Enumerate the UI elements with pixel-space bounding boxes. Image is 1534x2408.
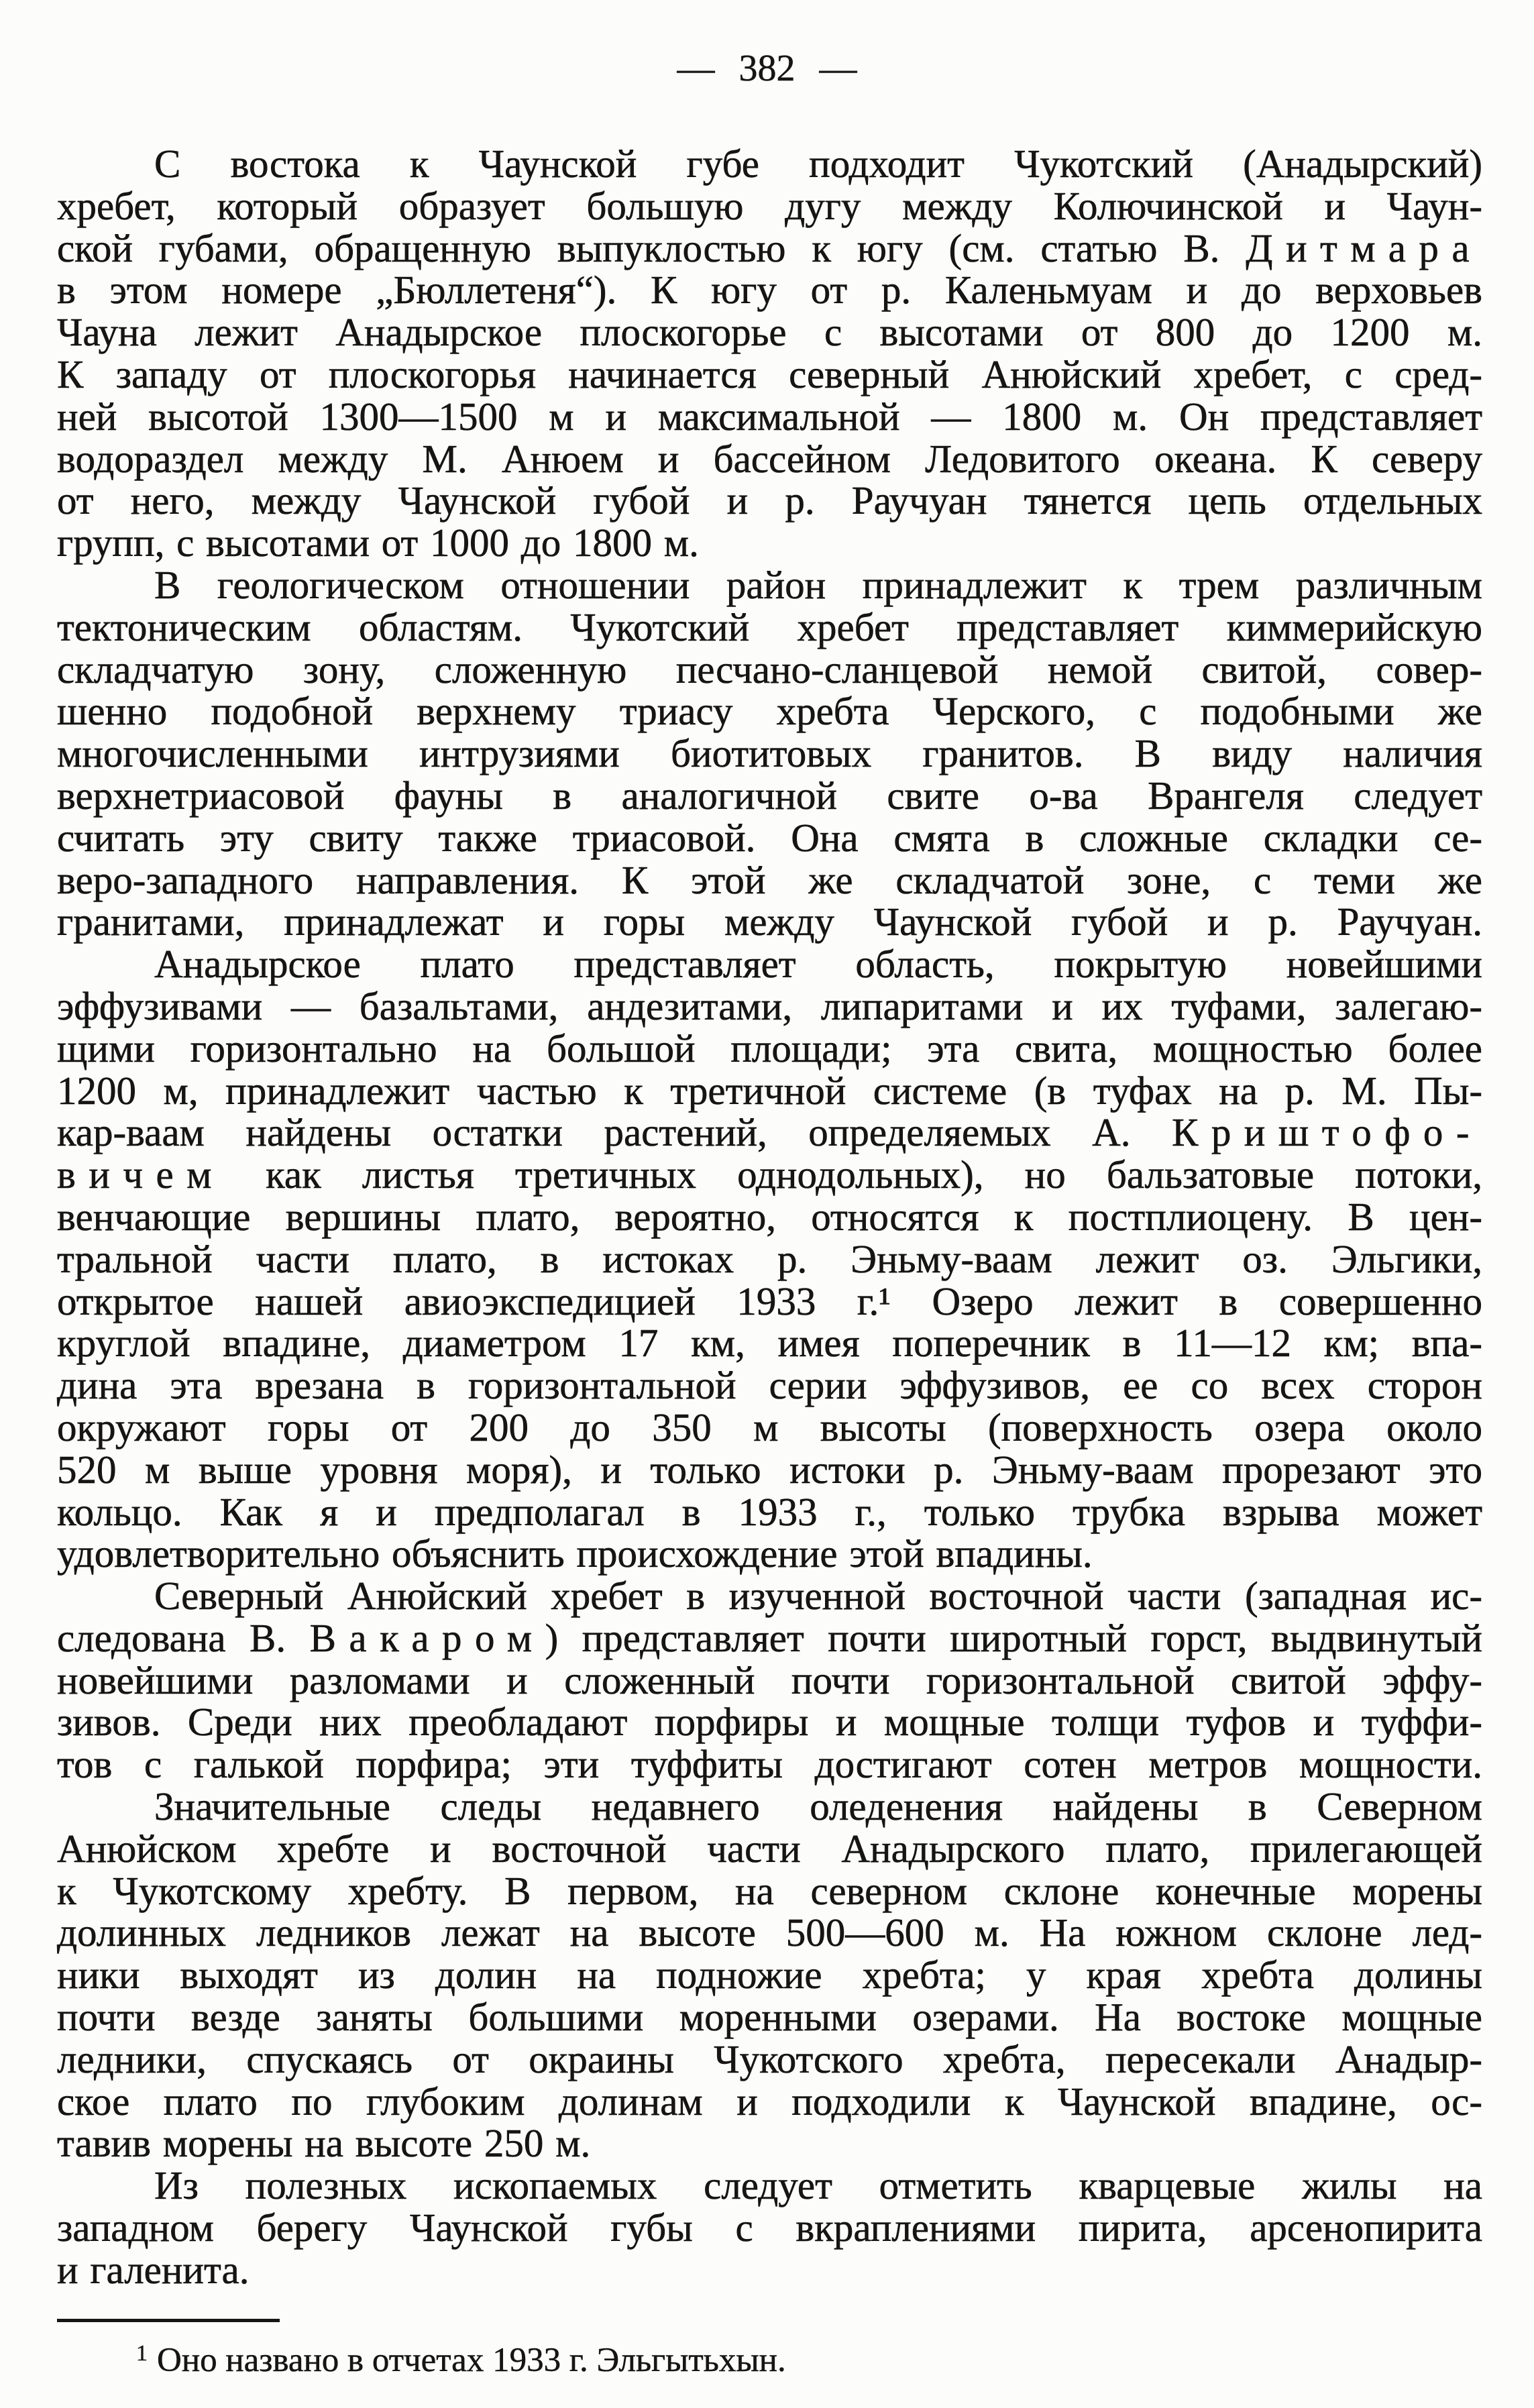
paragraph — [57, 564, 1482, 943]
text-run: В геологическом отношении район принадлежит к трем различным — [154, 562, 1482, 607]
footnote-marker: 1 — [136, 2341, 148, 2366]
text-run: долинных ледников лежат на высоте 500—600 м. На южном склоне лед- — [57, 1910, 1482, 1955]
text-line — [57, 185, 1482, 227]
page-number: — 382 — — [677, 48, 857, 89]
text-run: от него, между Чаунской губой и р. Раучуан тянется цепь отдельных — [57, 478, 1482, 523]
text-line — [57, 1617, 1482, 1659]
text-run: венчающие вершины плато, вероятно, относятся к постплиоцену. В цен- — [57, 1194, 1482, 1239]
text-run: Северный Анюйский хребет в изученной восточной части (западная ис- — [154, 1574, 1482, 1619]
text-line — [57, 1154, 1482, 1196]
text-line — [57, 1828, 1482, 1870]
text-run: Чауна лежит Анадырское плоскогорье с высотами от 800 до 1200 м. — [57, 310, 1482, 355]
text-line — [57, 1575, 1482, 1617]
text-line — [57, 1364, 1482, 1407]
text-run: дина эта врезана в горизонтальной серии эффузивов, ее со всех сторон — [57, 1363, 1482, 1408]
text-run: групп, с высотами от 1000 до 1800 м. — [57, 521, 699, 565]
text-run: кольцо. Как я и предполагал в 1933 г., только трубка взрыва может — [57, 1489, 1482, 1534]
text-run: водораздел между М. Анюем и бассейном Ледовитого океана. К северу — [57, 436, 1482, 481]
text-run: ней высотой 1300—1500 м и максимальной — 1800 м. Он представляет — [57, 394, 1482, 439]
text-line — [57, 1449, 1482, 1491]
text-run: к Чукотскому хребту. В первом, на северном склоне конечные морены — [57, 1868, 1482, 1913]
text-line — [57, 1954, 1482, 1996]
text-run: К западу от плоскогорья начинается северный Анюйский хребет, с сред- — [57, 351, 1482, 396]
text-run: многочисленными интрузиями биотитовых гранитов. В виду наличия — [57, 731, 1482, 776]
text-line — [57, 1870, 1482, 1912]
text-run: 520 м выше уровня моря), и только истоки р. Эньму-ваам прорезают это — [57, 1447, 1482, 1492]
letterspaced-name: Вакаром — [309, 1615, 545, 1660]
text-run: верхнетриасовой фауны в аналогичной свите о-ва Врангеля следует — [57, 773, 1482, 818]
text-run: тавив морены на высоте 250 м. — [57, 2121, 591, 2166]
text-run: круглой впадине, диаметром 17 км, имея поперечник в 11—12 км; впа- — [57, 1321, 1482, 1366]
text-run: щими горизонтально на большой площади; эта свита, мощностью более — [57, 1026, 1482, 1071]
text-run: Значительные следы недавнего оледенения найдены в Северном — [154, 1784, 1482, 1829]
text-line — [57, 1238, 1482, 1280]
text-run: ское плато по глубоким долинам и подходили к Чаунской впадине, ос- — [57, 2079, 1482, 2124]
text-line — [57, 1280, 1482, 1323]
text-run: тектоническим областям. Чукотский хребет представляет киммерийскую — [57, 604, 1482, 649]
paragraph — [57, 143, 1482, 564]
text-line — [57, 1407, 1482, 1449]
text-line — [57, 396, 1482, 438]
text-line — [57, 1701, 1482, 1743]
footnote-text: Оно названо в отчетах 1933 г. Эльгытьхын. — [157, 2342, 786, 2379]
text-run: эффузивами — базальтами, андезитами, липаритами и их туфами, залегаю- — [57, 983, 1482, 1028]
text-line — [57, 606, 1482, 649]
text-line — [57, 985, 1482, 1028]
text-run: считать эту свиту также триасовой. Она смята в сложные складки се- — [57, 815, 1482, 860]
text-line — [57, 311, 1482, 353]
text-run: и галенита. — [57, 2247, 250, 2292]
text-line — [57, 1070, 1482, 1112]
text-run: ) представляет почти широтный горст, выдвинутый — [545, 1615, 1482, 1660]
paragraph — [57, 1575, 1482, 1786]
text-line — [57, 227, 1482, 270]
text-line — [57, 2249, 1482, 2291]
text-run: Анадырское плато представляет область, покрытую новейшими — [154, 942, 1482, 987]
text-line — [57, 2038, 1482, 2081]
text-run: кар-ваам найдены остатки растений, определяемых А. — [57, 1110, 1172, 1155]
text-run: в этом номере „Бюллетеня“). К югу от р. Каленьмуам и до верховьев — [57, 268, 1482, 313]
text-line — [57, 1196, 1482, 1238]
text-line — [57, 1028, 1482, 1070]
footnote-rule — [57, 2319, 280, 2322]
text-line — [57, 2081, 1482, 2123]
text-line — [57, 2165, 1482, 2207]
text-run: складчатую зону, сложенную песчано-сланцевой немой свитой, совер- — [57, 647, 1482, 692]
text-run: западном берегу Чаунской губы с вкраплениями пирита, арсенопирита — [57, 2205, 1482, 2250]
paragraph — [57, 943, 1482, 1575]
text-line — [57, 1912, 1482, 1954]
text-run: тральной части плато, в истоках р. Эньму-ваам лежит оз. Эльгики, — [57, 1236, 1482, 1281]
text-run: ской губами, обращенную выпуклостью к югу (см. статью В. — [57, 225, 1246, 270]
text-line — [57, 1533, 1482, 1575]
text-line — [57, 2207, 1482, 2249]
text-line — [57, 564, 1482, 606]
text-line — [57, 1322, 1482, 1364]
text-line — [57, 353, 1482, 396]
text-run: веро-западного направления. К этой же складчатой зоне, с теми же — [57, 857, 1482, 902]
text-run: Из полезных ископаемых следует отметить кварцевые жилы на — [154, 2163, 1482, 2208]
text-block — [57, 143, 1482, 2291]
text-line — [57, 690, 1482, 732]
text-line — [57, 649, 1482, 691]
text-run: следована В. — [57, 1615, 310, 1660]
text-run: ники выходят из долин на подножие хребта; у края хребта долины — [57, 1953, 1482, 1997]
text-run: окружают горы от 200 до 350 м высоты (поверхность озера около — [57, 1405, 1482, 1449]
text-run: С востока к Чаунской губе подходит Чукотский (Анадырский) — [154, 142, 1482, 186]
text-line — [57, 480, 1482, 522]
text-line — [57, 817, 1482, 859]
text-run: тов с галькой порфира; эти туффиты достигают сотен метров мощности. — [57, 1742, 1482, 1787]
letterspaced-name: Дитмара — [1246, 225, 1482, 270]
text-line — [57, 143, 1482, 185]
text-line — [57, 522, 1482, 564]
text-line — [57, 1786, 1482, 1828]
text-run: открытое нашей авиоэкспедицией 1933 г.¹ Озеро лежит в совершенно — [57, 1278, 1482, 1323]
text-run: почти везде заняты большими моренными озерами. На востоке мощные — [57, 1995, 1482, 2040]
footnote — [57, 2333, 1482, 2381]
text-run: ледники, спускаясь от окраины Чукотского хребта, пересекали Анадыр- — [57, 2036, 1482, 2081]
text-run: шенно подобной верхнему триасу хребта Черского, с подобными же — [57, 689, 1482, 734]
paragraph — [57, 1786, 1482, 2165]
text-run: удовлетворительно объяснить происхождение этой впадины. — [57, 1531, 1093, 1576]
text-line — [57, 1111, 1482, 1154]
text-line — [57, 1996, 1482, 2038]
text-line — [57, 901, 1482, 943]
text-line — [57, 269, 1482, 311]
text-run: 1200 м, принадлежит частью к третичной системе (в туфах на р. М. Пы- — [57, 1068, 1482, 1113]
text-line — [57, 1491, 1482, 1533]
text-line — [57, 732, 1482, 775]
text-line — [57, 775, 1482, 817]
text-run: Анюйском хребте и восточной части Анадырского плато, прилегающей — [57, 1826, 1482, 1871]
text-run: зивов. Среди них преобладают порфиры и мощные толщи туфов и туффи- — [57, 1700, 1482, 1745]
text-line — [57, 2122, 1482, 2165]
text-run: как листья третичных однодольных), но бальзатовые потоки, — [224, 1152, 1482, 1197]
text-line — [57, 859, 1482, 901]
text-line — [57, 943, 1482, 985]
paragraph — [57, 2165, 1482, 2291]
text-line — [57, 438, 1482, 480]
text-run: хребет, который образует большую дугу между Колючинской и Чаун- — [57, 183, 1482, 228]
letterspaced-name: Криштофо- — [1172, 1110, 1482, 1155]
text-run: новейшими разломами и сложенный почти горизонтальной свитой эффу- — [57, 1657, 1482, 1702]
letterspaced-name: вичем — [57, 1152, 225, 1197]
text-line — [57, 1743, 1482, 1786]
text-run: гранитами, принадлежат и горы между Чаунской губой и р. Раучуан. — [57, 899, 1482, 944]
text-line — [57, 1659, 1482, 1702]
